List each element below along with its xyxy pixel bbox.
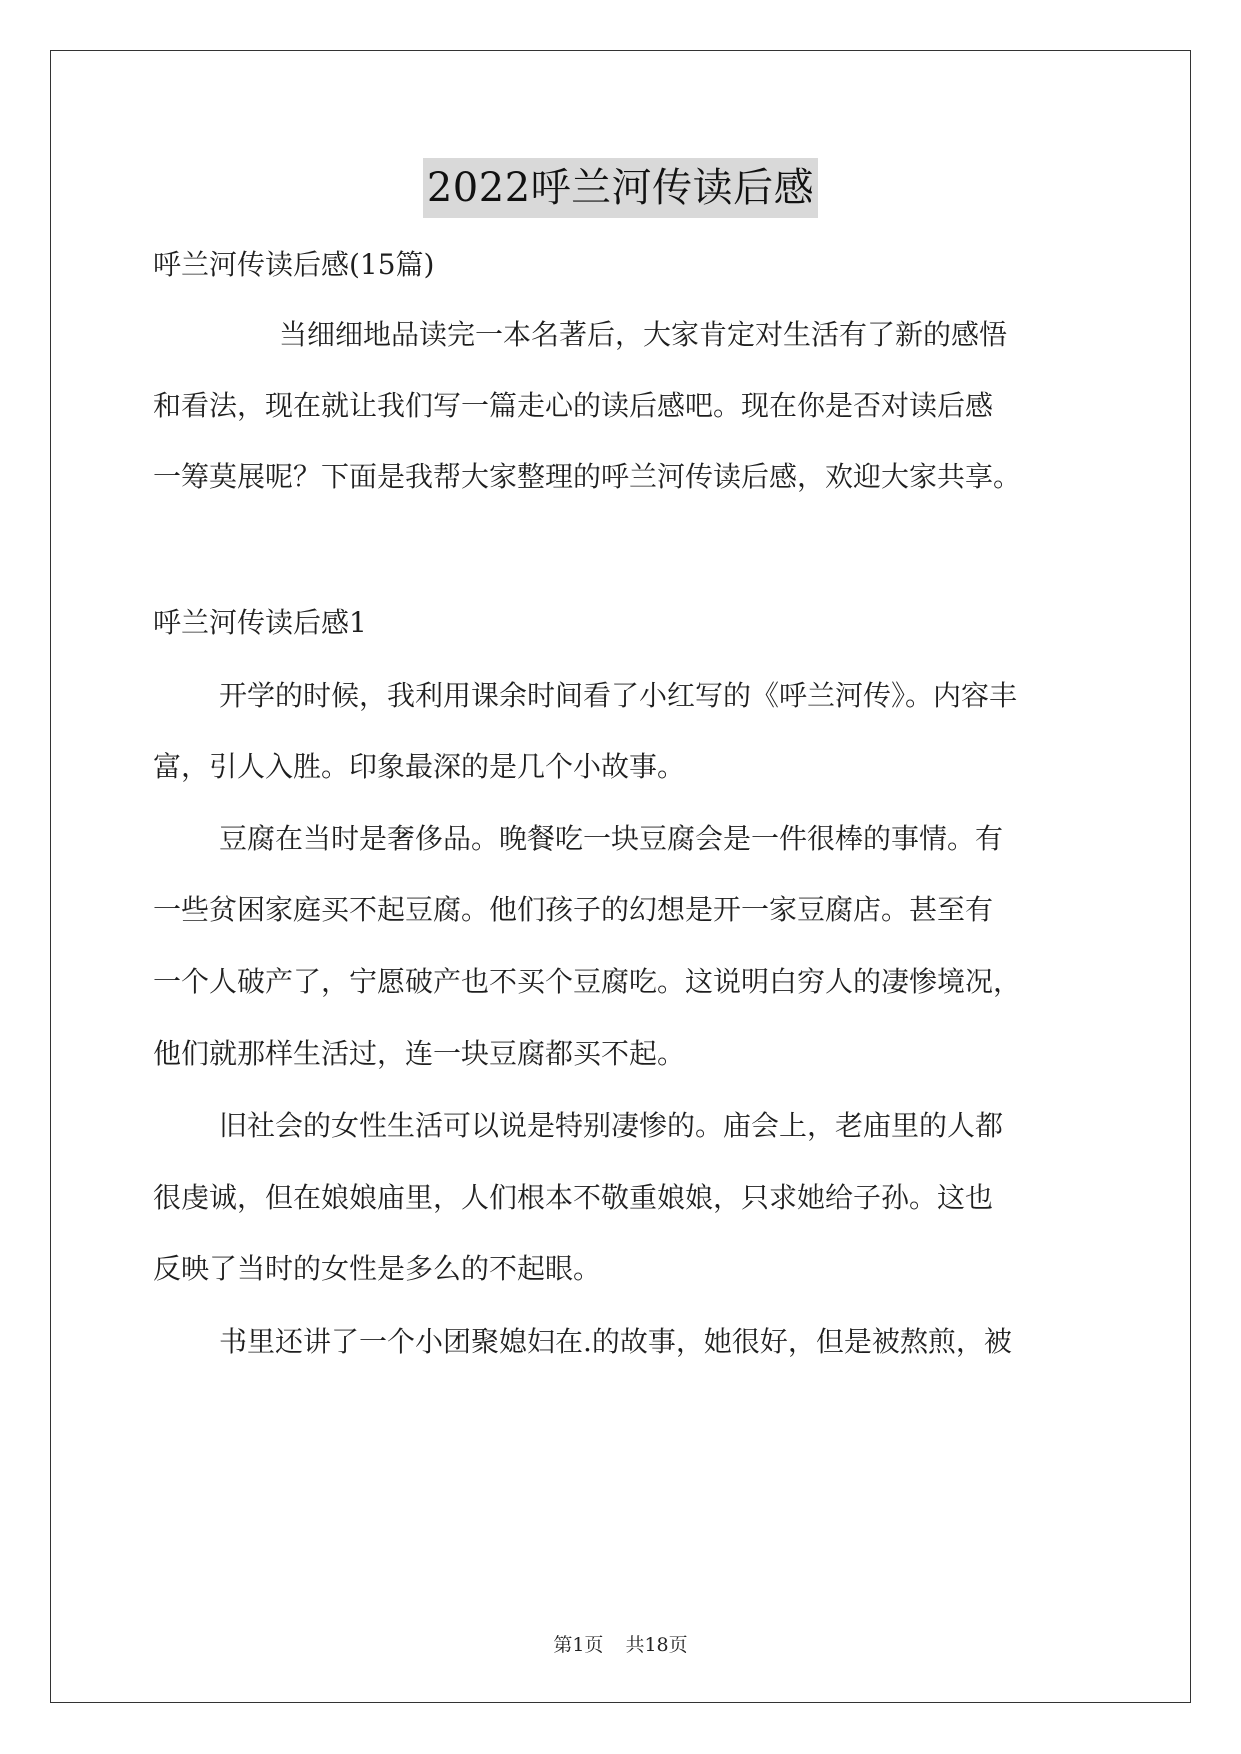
section-heading: 呼兰河传读后感1 xyxy=(153,606,367,639)
intro-line-1: 当细细地品读完一本名著后，大家肯定对生活有了新的感悟 xyxy=(279,318,1008,351)
page-footer xyxy=(0,1630,1241,1657)
body-line-10: 书里还讲了一个小团聚媳妇在.的故事，她很好，但是被熬煎，被 xyxy=(219,1325,1012,1358)
document-subtitle: 呼兰河传读后感(15篇) xyxy=(153,248,435,281)
document-title: 2022呼兰河传读后感 xyxy=(423,158,818,218)
body-line-8: 很虔诚，但在娘娘庙里，人们根本不敬重娘娘，只求她给子孙。这也 xyxy=(153,1181,994,1214)
body-line-5: 一个人破产了，宁愿破产也不买个豆腐吃。这说明白穷人的凄惨境况， xyxy=(153,965,1022,998)
intro-line-3: 一筹莫展呢？下面是我帮大家整理的呼兰河传读后感，欢迎大家共享。 xyxy=(153,460,1022,493)
title-container xyxy=(0,158,1241,218)
body-line-1: 开学的时候，我利用课余时间看了小红写的《呼兰河传》。内容丰 xyxy=(219,679,1018,712)
body-line-4: 一些贫困家庭买不起豆腐。他们孩子的幻想是开一家豆腐店。甚至有 xyxy=(153,893,994,926)
intro-line-2: 和看法，现在就让我们写一篇走心的读后感吧。现在你是否对读后感 xyxy=(153,389,994,422)
body-line-9: 反映了当时的女性是多么的不起眼。 xyxy=(153,1252,602,1285)
page-border xyxy=(50,50,1191,1703)
body-line-6: 他们就那样生活过，连一块豆腐都买不起。 xyxy=(153,1037,686,1070)
body-line-3: 豆腐在当时是奢侈品。晚餐吃一块豆腐会是一件很棒的事情。有 xyxy=(219,822,1004,855)
body-line-2: 富，引人入胜。印象最深的是几个小故事。 xyxy=(153,750,686,783)
body-line-7: 旧社会的女性生活可以说是特别凄惨的。庙会上，老庙里的人都 xyxy=(219,1109,1004,1142)
page-number: 第1页 xyxy=(553,1634,604,1656)
page-total: 共18页 xyxy=(625,1634,688,1656)
